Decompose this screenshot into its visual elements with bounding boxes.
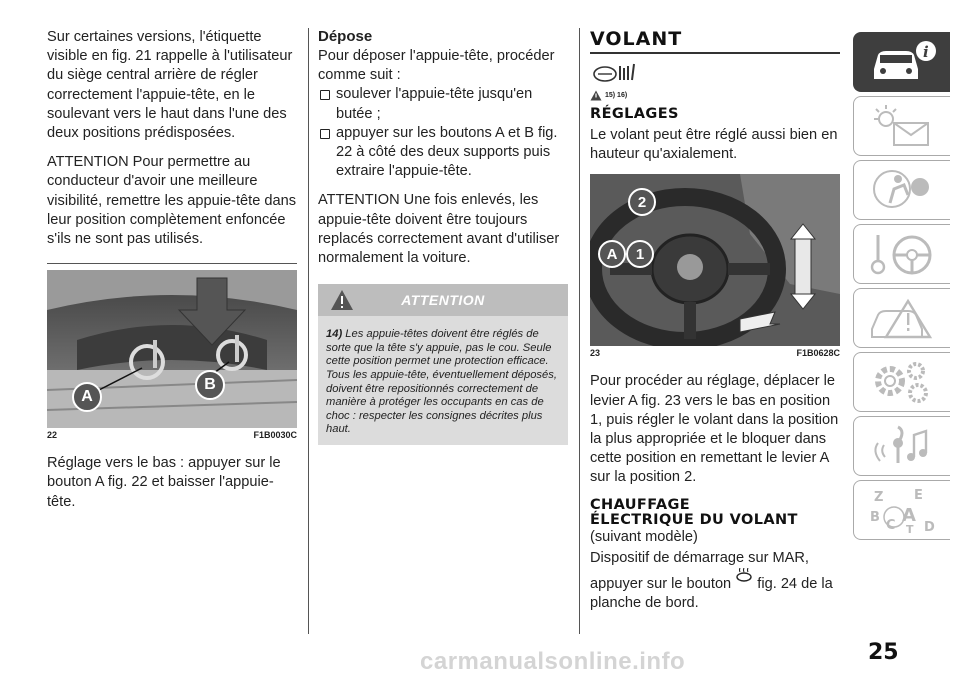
heading-heated-wheel-2: ÉLECTRIQUE DU VOLANT [590,511,798,528]
warning-header [318,284,568,316]
index-letter: E [914,488,923,503]
index-letter: C [886,518,896,533]
tab-safety[interactable] [853,160,950,220]
steering-wheel-adjust-icon [590,62,640,84]
figure-number: 22 [47,430,58,441]
column-1 [47,28,297,522]
column-3 [590,28,840,623]
page-number: 25 [868,640,899,665]
emergency-icon [868,295,938,341]
paragraph-attention-replace: ATTENTION Une fois enlevés, les appuie-tête doivent être toujours replacés correctement avant d'utiliser normalement la voiture. [318,192,560,267]
maintenance-icon [868,359,938,405]
text-after-icon: fig. 24 de la planche de bord. [590,575,833,612]
watermark: carmanualsonline.info [420,648,686,675]
figure-label-1: 1 [626,240,654,268]
chapter-tabs [853,32,953,544]
list-item-text: soulever l'appuie-tête jusqu'en butée ; [336,86,533,122]
figure-label-a: A [72,382,102,412]
warning-box [318,284,568,445]
index-letter: Z [874,490,884,505]
figure-22-caption [47,430,297,440]
paragraph-intro: Pour déposer l'appuie-tête, procéder comme suit : [318,48,555,84]
caution-triangle-icon [590,90,602,101]
paragraph-label-info: Sur certaines versions, l'étiquette visible en fig. 21 rappelle à l'utilisateur du siège central arrière de régler correctement l'appuie-tête, en le soulevant vers le haut dans l'une des deux positions prédisposées. [47,29,293,142]
list-item [318,85,568,123]
column-divider [308,28,309,634]
figure-label-a: A [598,240,626,268]
index-letter: T [906,523,914,533]
index-icon [868,487,938,533]
figure-code: F1B0628C [796,348,840,359]
caution-reference-icons [590,62,840,84]
bullet-box-icon [320,90,330,100]
index-letter: A [902,505,916,526]
car-info-icon [868,39,938,85]
heading-heated-wheel-1: CHAUFFAGE [590,496,691,513]
paragraph-adjust-down: Réglage vers le bas : appuyer sur le bouton A fig. 22 et baisser l'appuie-tête. [47,455,281,510]
title-underline [590,52,840,54]
paragraph-adjust-procedure: Pour procéder au réglage, déplacer le levier A fig. 23 vers le bas en position 1, puis régler le volant dans la position la plus appropriée et le bloquer dans cette position en remettant le levier A sur la position 2. [590,373,839,486]
tab-dashboard-lights[interactable] [853,96,950,156]
figure-code: F1B0030C [253,430,297,441]
section-title: VOLANT [590,28,683,50]
figure-label-2: 2 [628,188,656,216]
starting-driving-icon [868,231,938,277]
references: 15) 16) [605,92,628,99]
warning-triangle-icon [330,289,354,311]
tab-car-info[interactable] [853,32,950,92]
warning-number: 14) [326,328,343,341]
index-letter: D [924,520,935,533]
index-letter: B [870,510,880,525]
heading-reglages: RÉGLAGES [590,106,679,122]
tab-multimedia[interactable] [853,416,950,476]
dashboard-lights-icon [868,103,938,149]
model-note: (suivant modèle) [590,528,698,545]
warning-text: Les appuie-têtes doivent être réglés de sorte que la tête s'y appuie, pas le cou. Seule cette position permet une protection efficace. Tous les appuie-tête, éventuellement déposés, doivent être repositionnés correctement de manière à protéger les occupants en cas de choc : respecter les consignes décrites plus haut. [326,328,557,436]
column-divider [579,28,580,634]
figure-22-headrest [47,270,297,428]
bullet-box-icon [320,129,330,139]
list-item [318,124,568,182]
tab-index[interactable] [853,480,950,540]
list-item-text: appuyer sur les boutons A et B fig. 22 à côté des deux supports puis extraire l'appuie-tête. [336,124,558,180]
heading-depose: Dépose [318,28,373,45]
svg-text:i: i [923,43,929,61]
warning-text-block [326,328,560,437]
divider [47,263,297,264]
tab-emergency[interactable] [853,288,950,348]
multimedia-icon [868,423,938,469]
figure-23-steering [590,174,840,346]
figure-number: 23 [590,348,601,359]
paragraph-adjust-info: Le volant peut être réglé aussi bien en hauteur qu'axialement. [590,127,838,163]
safety-airbag-icon [868,167,938,213]
heated-steering-wheel-icon [735,568,753,582]
paragraph-attention-visibility: ATTENTION Pour permettre au conducteur d'avoir une meilleure visibilité, remettre les appuie-tête dans leur position complètement enfoncée s'ils ne sont pas utilisés. [47,154,297,248]
figure-23-caption [590,348,840,358]
paragraph-heated-wheel [590,549,840,613]
column-2 [318,28,568,445]
tab-maintenance[interactable] [853,352,950,412]
text-before-icon: Dispositif de démarrage sur MAR, appuyer sur le bouton [590,549,809,592]
tab-starting-driving[interactable] [853,224,950,284]
figure-label-b: B [195,370,225,400]
warning-title: ATTENTION [401,292,485,309]
refs-row [590,90,840,101]
